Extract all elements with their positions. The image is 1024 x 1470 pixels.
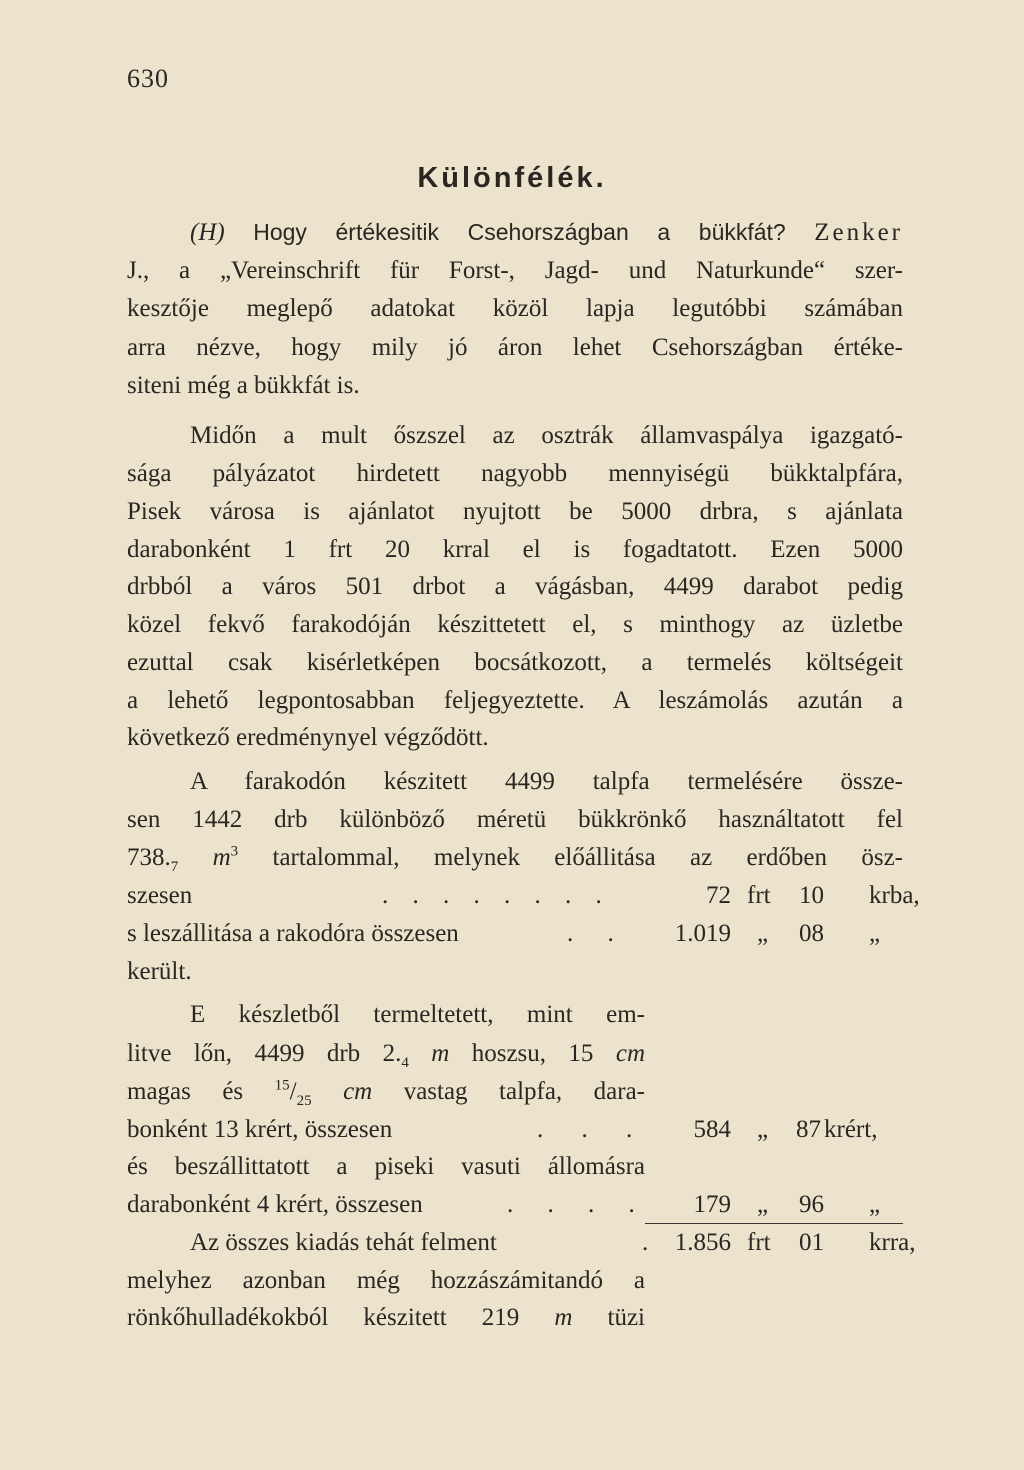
- paragraph-3-line-3: $738._7$ $m^3$ tartalommal, melynek előállitása az erdőben ösz-: [127, 843, 904, 875]
- paragraph-5-line-2: melyhez azonban még hozzászámitandó a: [127, 1267, 645, 1294]
- paragraph-2-line-4: darabonként 1 frt 20 krral el is fogadtatott. Ezen 5000: [127, 536, 903, 563]
- paragraph-4-line-5: és beszállittatott a piseki vasuti állomásra: [127, 1153, 645, 1180]
- cost-row-felling: szesen . . . . . . . . 72 frt 10 krba,: [127, 882, 920, 909]
- paragraph-2-line-8: a lehető legpontosabban feljegyeztette. A leszámolás azután a: [127, 687, 903, 714]
- article-author: Zenker: [814, 219, 904, 246]
- paragraph-3-line-6: került.: [127, 958, 192, 985]
- paragraph-2-line-1: Midőn a mult őszszel az osztrák államvaspálya igazgató-: [190, 422, 903, 449]
- paragraph-2-line-7: ezuttal csak kisérletképen bocsátkozott, a termelés költségeit: [127, 649, 903, 676]
- section-heading: Különfélék.: [417, 162, 607, 194]
- paragraph-3-line-2: sen 1442 drb különböző méretü bükkrönkő használtatott fel: [127, 806, 903, 833]
- paragraph-2-line-5: drbból a város 501 drbot a vágásban, 4499 darabot pedig: [127, 573, 903, 600]
- paragraph-2-line-6: közel fekvő farakodóján készittetett el, s minthogy az üzletbe: [127, 611, 903, 638]
- article-tag: (H): [190, 219, 225, 246]
- page-number: 630: [127, 64, 169, 93]
- paragraph-4-line-2: litve lőn, 4499 drb $2._4$ m hoszsu, 15 cm: [127, 1040, 645, 1071]
- paragraph-3-line-1: A farakodón készitett 4499 talpfa termelésére össze-: [190, 768, 903, 795]
- paragraph-1-line-1: [190, 217, 903, 247]
- sum-rule: [645, 1223, 903, 1224]
- paragraph-1-line-3: kesztője meglepő adatokat közöl lapja legutóbbi számában: [127, 295, 903, 322]
- paragraph-1-line-5: siteni még a bükkfát is.: [127, 372, 360, 399]
- article-title: Hogy értékesitik Csehországban a bükkfát?: [253, 219, 786, 245]
- paragraph-2-line-2: sága pályázatot hirdetett nagyobb mennyiségü bükktalpfára,: [127, 460, 903, 487]
- paragraph-1-line-2: J., a „Vereinschrift für Forst-, Jagd- und Naturkunde“ szer-: [127, 257, 903, 284]
- paragraph-2-line-9: következő eredménynyel végződött.: [127, 724, 489, 751]
- paragraph-4-line-3: magas és $^{15}/_{25}$ cm vastag talpfa, dara-: [127, 1077, 645, 1109]
- cost-row-delivery: darabonként 4 krért, összesen . . . . 179 „ 96 „: [127, 1191, 881, 1218]
- paragraph-2-line-3: Pisek városa is ajánlatot nyujtott be 5000 drbra, s ajánlata: [127, 498, 903, 525]
- cost-row-transport: s leszállitása a rakodóra összesen . . 1.019 „ 08 „: [127, 920, 881, 947]
- total-row: Az összes kiadás tehát felment . 1.856 frt 01 krra,: [190, 1229, 916, 1256]
- paragraph-4-line-1: E készletből termeltetett, mint em-: [190, 1001, 645, 1028]
- paragraph-5-line-3: rönkőhulladékokból készitett 219 m tüzi: [127, 1304, 646, 1331]
- cost-row-sleepers: bonként 13 krért, összesen . . . 584 „ 87 krért,: [127, 1116, 878, 1143]
- paragraph-1-line-4: arra nézve, hogy mily jó áron lehet Csehországban értéke-: [127, 334, 903, 361]
